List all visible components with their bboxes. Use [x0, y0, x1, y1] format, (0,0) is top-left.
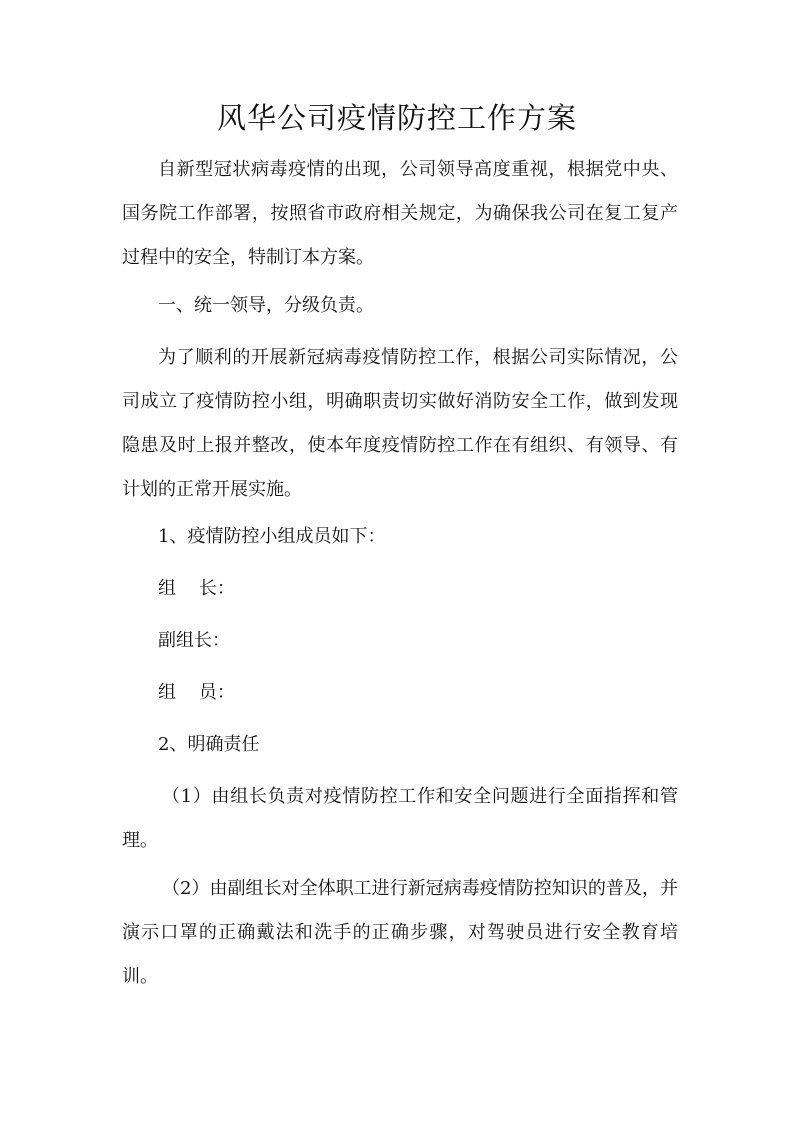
- section1-heading: 一、统一领导，分级负责。: [158, 295, 374, 316]
- deputy-leader-label: 副组长：: [158, 630, 230, 651]
- duty1-paragraph: （1）由组长负责对疫情防控工作和安全问题进行全面指挥和管理。: [122, 786, 678, 851]
- item2-heading: 2、明确责任: [158, 734, 260, 755]
- duty2-paragraph: （2）由副组长对全体职工进行新冠病毒疫情防控知识的普及，并演示口罩的正确戴法和洗手的正确步骤，对驾驶员进行安全教育培训。: [122, 878, 678, 987]
- member-label: 组 员：: [158, 682, 235, 703]
- section1-paragraph: 为了顺利的开展新冠病毒疫情防控工作，根据公司实际情况，公司成立了疫情防控小组，明确职责切实做好消防安全工作，做到发现隐患及时上报并整改，使本年度疫情防控工作在有组织、有领导、有计划的正常开展实施。: [122, 347, 678, 500]
- leader-label: 组 长：: [158, 578, 235, 599]
- intro-paragraph: 自新型冠状病毒疫情的出现，公司领导高度重视，根据党中央、国务院工作部署，按照省市政府相关规定，为确保我公司在复工复产过程中的安全，特制订本方案。: [122, 159, 678, 268]
- document-title: 风华公司疫情防控工作方案: [216, 101, 577, 135]
- item1-heading: 1、疫情防控小组成员如下：: [158, 526, 386, 547]
